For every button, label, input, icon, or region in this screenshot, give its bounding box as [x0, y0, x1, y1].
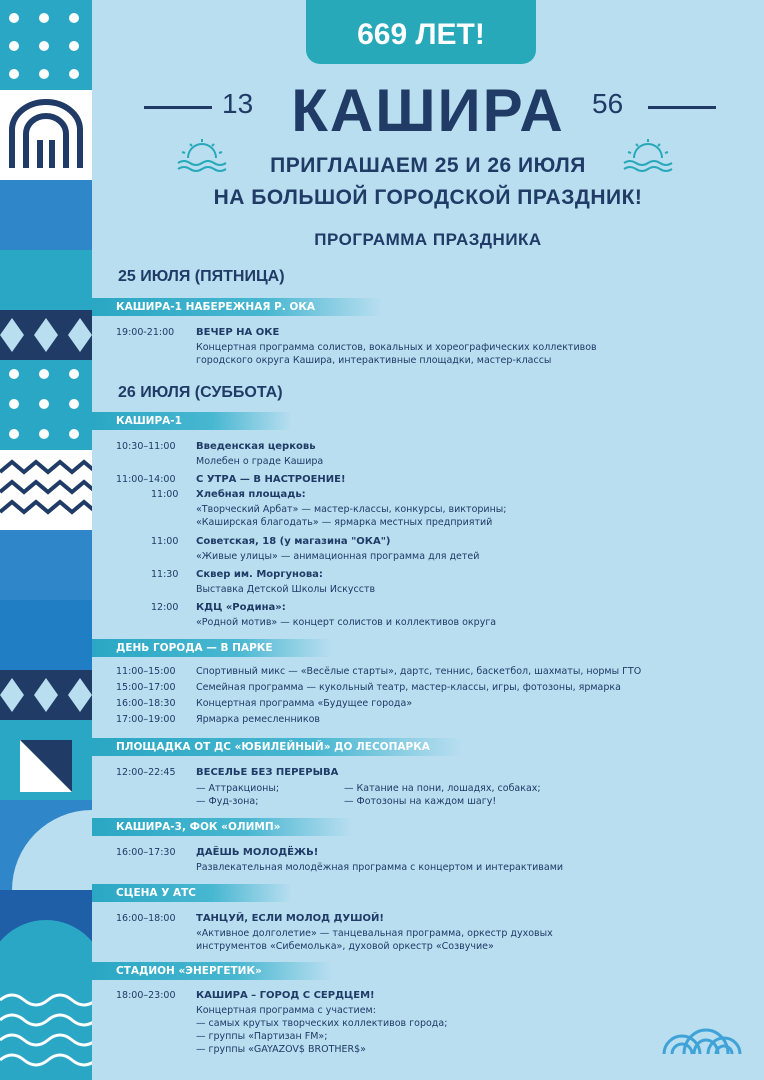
rainbow-icon	[658, 1006, 744, 1056]
poster-main	[92, 0, 764, 1080]
event-title: Советская, 18 (у магазина "ОКА")	[196, 536, 391, 547]
arch-icon	[0, 90, 92, 180]
location-banner: ПЛОЩАДКА ОТ ДС «ЮБИЛЕЙНЫЙ» ДО ЛЕСОПАРКА	[92, 738, 462, 756]
event-desc: — Фуд-зона;	[196, 796, 259, 807]
program-subtitle: ПРОГРАММА ПРАЗДНИКА	[314, 230, 542, 249]
event-title: Введенская церковь	[196, 441, 316, 452]
event-time: 15:00–17:00	[116, 682, 176, 693]
wave-block	[0, 450, 92, 530]
event-desc: Молебен о граде Кашира	[196, 456, 324, 467]
location-banner: КАШИРА-1	[92, 412, 292, 430]
event-desc: «Живые улицы» — анимационная программа для детей	[196, 551, 480, 562]
city-title: КАШИРА	[291, 77, 565, 144]
age-badge: 669 ЛЕТ!	[306, 0, 536, 64]
title-row	[92, 76, 764, 146]
event-time: 12:00	[151, 602, 179, 613]
event-desc: Спортивный микс — «Весёлые старты», дартс, теннис, баскетбол, шахматы, нормы ГТО	[196, 666, 642, 677]
event-time: 10:30–11:00	[116, 441, 176, 452]
year-left: 13	[222, 88, 254, 119]
divider	[648, 106, 716, 109]
event-desc: «Каширская благодать» — ярмарка местных предприятий	[196, 517, 493, 528]
day1-title: 25 ИЮЛЯ (ПЯТНИЦА)	[118, 268, 285, 285]
event-time: 11:00–14:00	[116, 474, 176, 485]
location-banner: КАШИРА-1 НАБЕРЕЖНАЯ Р. ОКА	[92, 298, 382, 316]
year-right: 56	[592, 88, 624, 119]
event-title: ТАНЦУЙ, ЕСЛИ МОЛОД ДУШОЙ!	[196, 913, 384, 924]
event-desc: — Фотозоны на каждом шагу!	[344, 796, 497, 807]
event-title: КАШИРА – ГОРОД С СЕРДЦЕМ!	[196, 990, 375, 1001]
day2-title: 26 ИЮЛЯ (СУББОТА)	[118, 384, 283, 401]
location-banner: СТАДИОН «ЭНЕРГЕТИК»	[92, 962, 332, 980]
event-desc: Развлекательная молодёжная программа с концертом и интерактивами	[196, 862, 564, 873]
invite-line-1: ПРИГЛАШАЕМ 25 И 26 ИЮЛЯ	[270, 154, 586, 177]
event-time: 16:00–18:30	[116, 698, 176, 709]
location-banner: ДЕНЬ ГОРОДА — В ПАРКЕ	[92, 639, 332, 657]
event-title: Сквер им. Моргунова:	[196, 569, 323, 580]
event-desc: инструментов «Сибемолька», духовой оркестр «Созвучие»	[196, 941, 494, 952]
event-time: 16:00–17:30	[116, 847, 176, 858]
event-time: 11:30	[151, 569, 179, 580]
event-title: С УТРА — В НАСТРОЕНИЕ!	[196, 474, 346, 485]
event-desc: — Катание на пони, лошадях, собаках;	[344, 783, 541, 794]
event-desc: — группы «GAYAZOV$ BROTHER$»	[196, 1044, 366, 1055]
event-desc: Концертная программа с участием:	[196, 1005, 376, 1016]
event-title: Хлебная площадь:	[196, 489, 306, 500]
event-title: ВЕСЕЛЬЕ БЕЗ ПЕРЕРЫВА	[196, 767, 339, 778]
invite-line-2: НА БОЛЬШОЙ ГОРОДСКОЙ ПРАЗДНИК!	[213, 186, 643, 209]
event-time: 11:00	[151, 489, 179, 500]
event-time: 11:00–15:00	[116, 666, 176, 677]
event-desc: — самых крутых творческих коллективов города;	[196, 1018, 448, 1029]
event-title: ДАЁШЬ МОЛОДЁЖЬ!	[196, 847, 319, 858]
event-title: ВЕЧЕР НА ОКЕ	[196, 327, 280, 338]
event-time: 16:00–18:00	[116, 913, 176, 924]
event-desc: Концертная программа солистов, вокальных и хореографических коллективов	[196, 342, 597, 353]
event-desc: «Активное долголетие» — танцевальная программа, оркестр духовых	[196, 928, 553, 939]
event-desc: Концертная программа «Будущее города»	[196, 698, 413, 709]
location-banner: КАШИРА-3, ФОК «ОЛИМП»	[92, 818, 352, 836]
event-desc: Выставка Детской Школы Искусств	[196, 584, 376, 595]
event-desc: — Аттракционы;	[196, 783, 280, 794]
event-desc: «Творческий Арбат» — мастер-классы, конкурсы, викторины;	[196, 504, 507, 515]
ornament-strip	[0, 0, 92, 1080]
event-desc: Ярмарка ремесленников	[196, 714, 321, 725]
event-desc: городского округа Кашира, интерактивные площадки, мастер-классы	[196, 355, 552, 366]
event-desc: «Родной мотив» — концерт солистов и коллективов округа	[196, 617, 497, 628]
event-time: 19:00-21:00	[116, 327, 175, 338]
event-time: 11:00	[151, 536, 179, 547]
event-title: КДЦ «Родина»:	[196, 602, 286, 613]
event-time: 17:00–19:00	[116, 714, 176, 725]
event-desc: — группы «Партизан FM»;	[196, 1031, 328, 1042]
event-time: 18:00–23:00	[116, 990, 176, 1001]
location-banner: СЦЕНА У АТС	[92, 884, 292, 902]
zigzag-block	[0, 310, 92, 360]
event-time: 12:00–22:45	[116, 767, 176, 778]
event-desc: Семейная программа — кукольный театр, мастер-классы, игры, фотозоны, ярмарка	[196, 682, 621, 693]
dots-block	[0, 0, 92, 90]
